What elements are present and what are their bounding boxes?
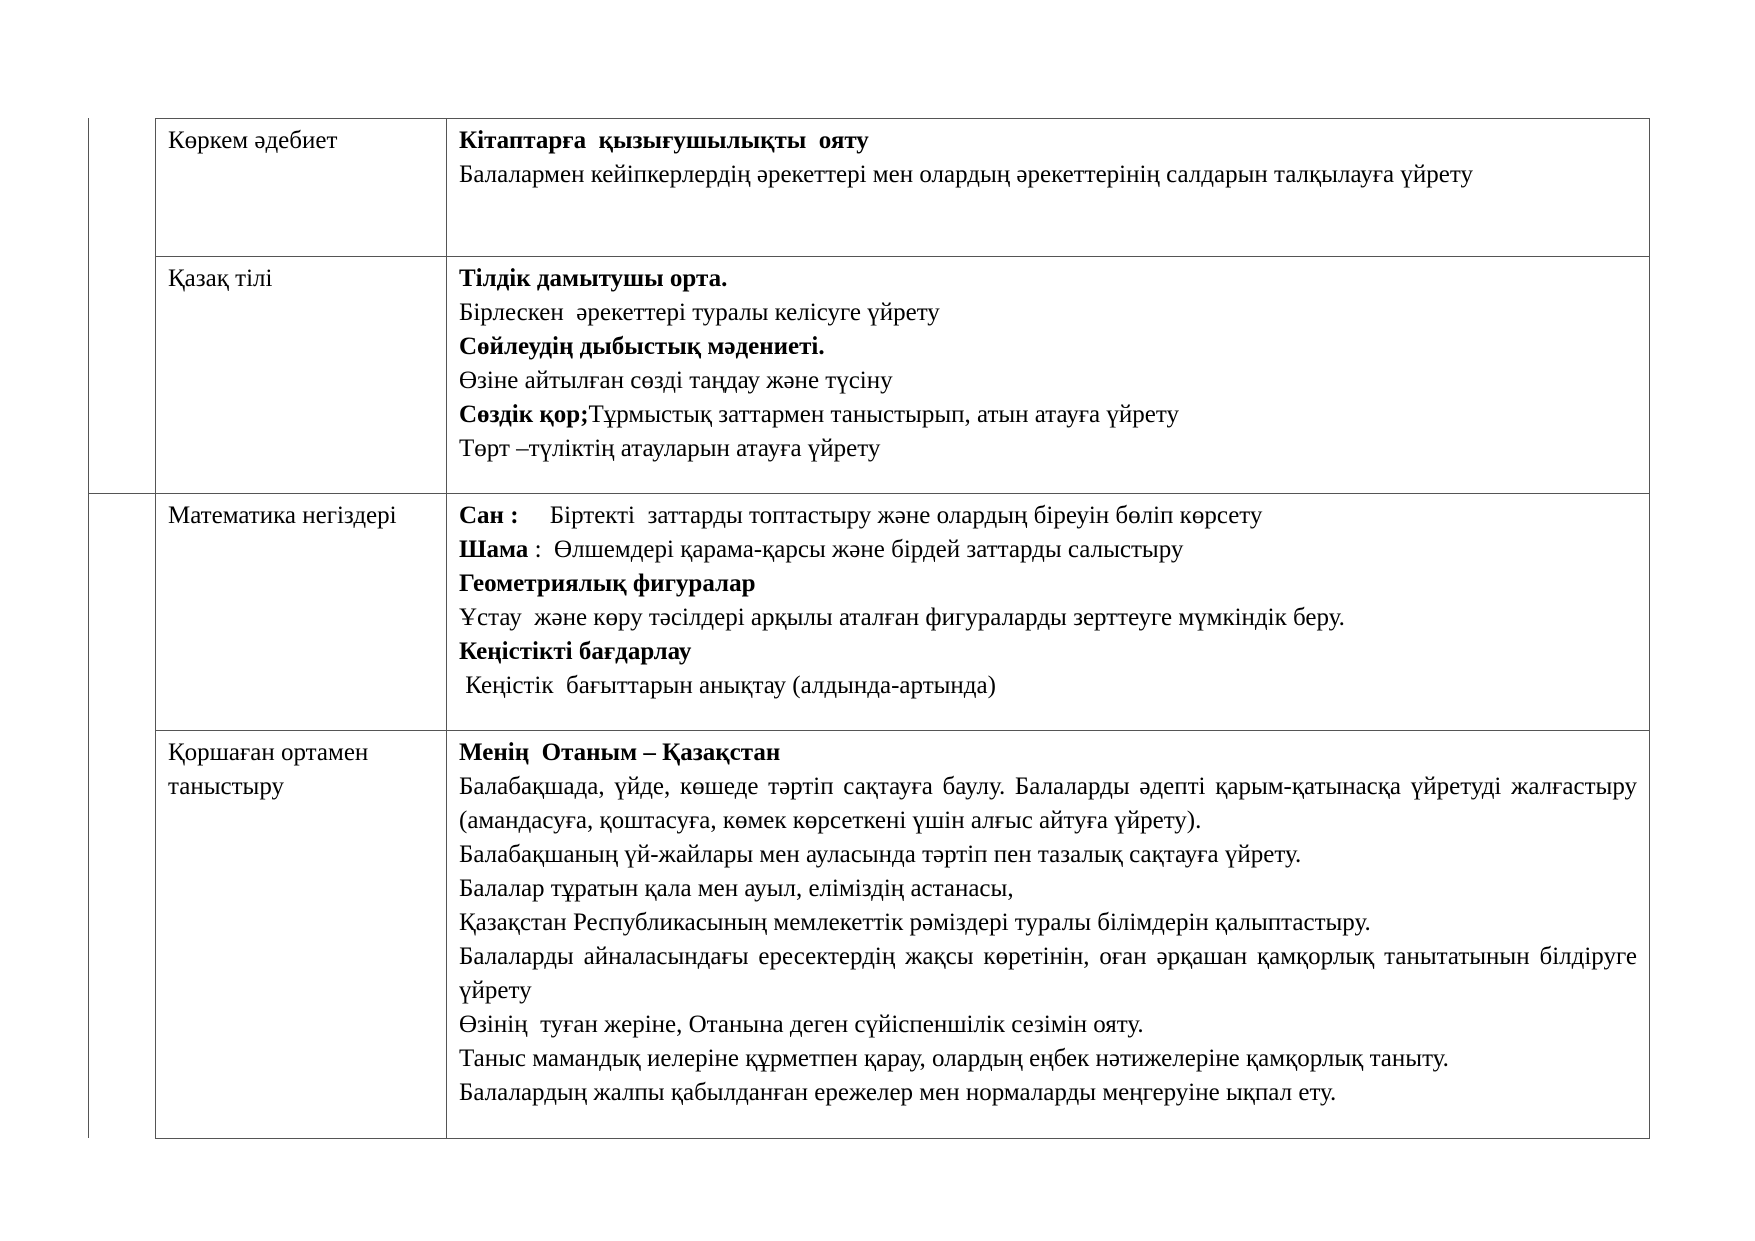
subject-cell: Қоршаған ортамен таныстыру	[156, 731, 447, 1139]
table-row	[156, 731, 1650, 1139]
left-margin-rule	[88, 118, 89, 1138]
content-line: Қазақстан Республикасының мемлекеттік рәміздері туралы білімдерін қалыптастыру.	[459, 909, 1371, 936]
content-line: Балалардың жалпы қабылданған ережелер мен нормаларды меңгеруіне ықпал ету.	[459, 1079, 1337, 1106]
content-line: Кеңістік бағыттарын анықтау (алдында-артында)	[459, 672, 996, 699]
content-line: Балалар тұратын қала мен ауыл, еліміздің астанасы,	[459, 875, 1014, 902]
left-margin-tick	[88, 493, 155, 494]
content-line: Төрт –түліктің атауларын атауға үйрету	[459, 435, 881, 462]
table-row	[156, 494, 1650, 731]
content-cell	[447, 731, 1650, 1139]
content-line: Балабақшада, үйде, көшеде тәртіп сақтауға баулу. Балаларды әдепті қарым-қатынасқа үйретуді жалғастыру (амандасуға, қоштасуға, көмек көрсеткені үшін алғыс айтуға үйрету).	[459, 773, 1644, 834]
content-line: Өзіне айтылған сөзді таңдау және түсіну	[459, 367, 893, 394]
content-line: Кеңістікті бағдарлау	[459, 638, 692, 665]
content-line: Геометриялық фигуралар	[459, 570, 756, 597]
content-line: Балалармен кейіпкерлердің әрекеттері мен олардың әрекеттерінің салдарын талқылауға үйрету	[459, 161, 1473, 188]
content-line: Балаларды айналасындағы ересектердің жақсы көретінін, оған әрқашан қамқорлық танытатынын білдіруге үйрету	[459, 943, 1644, 1004]
content-line: Таныс мамандық иелеріне құрметпен қарау, олардың еңбек нәтижелеріне қамқорлық таныту.	[459, 1045, 1449, 1072]
subject-cell: Көркем әдебиет	[156, 119, 447, 257]
content-line: Менің Отаным – Қазақстан	[459, 739, 781, 766]
content-line: Кітаптарға қызығушылықты ояту	[459, 127, 869, 154]
content-line: Ұстау және көру тәсілдері арқылы аталған фигураларды зерттеуге мүмкіндік беру.	[459, 604, 1345, 631]
curriculum-table	[155, 118, 1650, 1139]
content-line: Сөйлеудің дыбыстық мәдениеті.	[459, 333, 825, 360]
content-cell	[447, 494, 1650, 731]
content-line: Сан : Біртекті заттарды топтастыру және олардың біреуін бөліп көрсету	[459, 502, 1263, 529]
content-line: Тілдік дамытушы орта.	[459, 265, 728, 292]
content-cell	[447, 119, 1650, 257]
table-row	[156, 257, 1650, 494]
content-line: Шама : Өлшемдері қарама-қарсы және бірдей заттарды салыстыру	[459, 536, 1184, 563]
content-line: Сөздік қор;Тұрмыстық заттармен таныстырып, атын атауға үйрету	[459, 401, 1179, 428]
table-row	[156, 119, 1650, 257]
content-line: Өзінің туған жеріне, Отанына деген сүйіспеншілік сезімін ояту.	[459, 1011, 1144, 1038]
subject-cell: Математика негіздері	[156, 494, 447, 731]
subject-cell: Қазақ тілі	[156, 257, 447, 494]
content-line: Бірлескен әрекеттері туралы келісуге үйрету	[459, 299, 940, 326]
content-cell	[447, 257, 1650, 494]
content-line: Балабақшаның үй-жайлары мен ауласында тәртіп пен тазалық сақтауға үйрету.	[459, 841, 1302, 868]
